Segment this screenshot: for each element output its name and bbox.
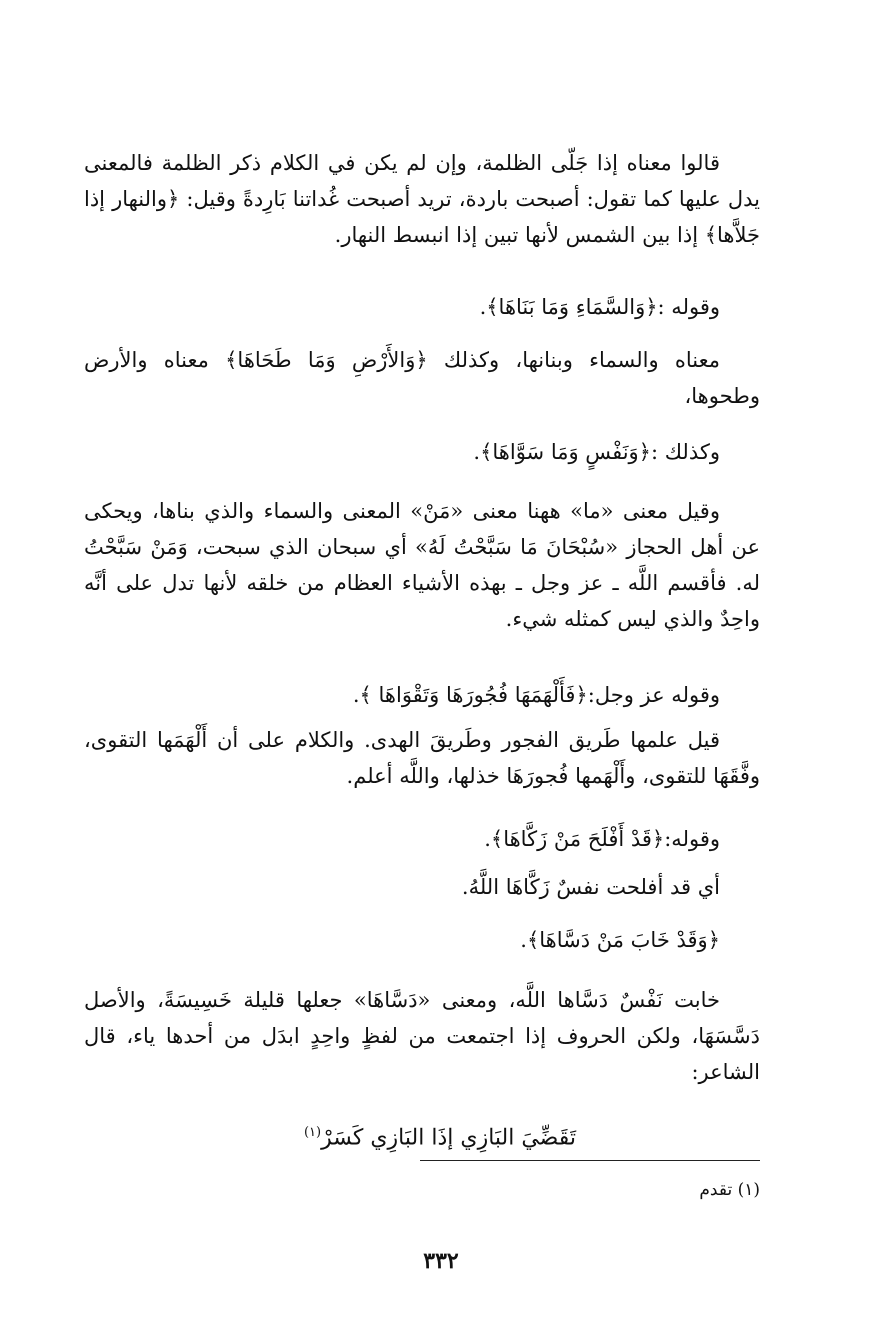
paragraph-4: وكذلك :﴿وَنَفْسٍ وَمَا سَوَّاهَا﴾. <box>473 440 720 464</box>
paragraph-9: أي قد أفلحت نفسٌ زَكَّاهَا اللَّهُ. <box>461 875 720 899</box>
paragraph-11: خابت نَفْسٌ دَسَّاها اللَّه، ومعنى «دَسَّاهَا» جعلها قليلة خَسِيسَةً، والأصل دَسَّسَهَا، ولكن الحروف إذا اجتمعت من لفظٍ واحِدٍ ابدَل من أحدها ياء، قال الشاعر: <box>84 988 760 1084</box>
footnote-divider <box>420 1160 760 1161</box>
paragraph-1: قالوا معناه إذا جَلّى الظلمة، وإن لم يكن في الكلام ذكر الظلمة فالمعنى يدل عليها كما تقول: أصبحت باردة، تريد أصبحت غُداتنا بَارِدةً وقيل: ﴿والنهار إذا جَلاَّها﴾ إذا بين الشمس لأنها تبين إذا انبسط النهار. <box>84 151 760 247</box>
paragraph-7: قيل علمها طَريق الفجور وطَريقَ الهدى. والكلام على أن أَلْهَمَها التقوى، وفَّقَهَا للتقوى، وأَلْهَمها فُجورَهَا خذلها، واللَّه أعلم. <box>84 728 760 788</box>
footnote: (١) تقدم <box>699 1180 760 1200</box>
poetry-verse <box>260 1115 620 1156</box>
page-number: ٣٣٢ <box>423 1248 459 1274</box>
paragraph-2: وقوله :﴿وَالسَّمَاءِ وَمَا بَنَاهَا﴾. <box>479 295 720 319</box>
paragraph-6: وقوله عز وجل:﴿فَأَلْهَمَهَا فُجُورَهَا وَتَقْوَاهَا ﴾. <box>352 683 720 707</box>
paragraph-10: ﴿وَقَدْ خَابَ مَنْ دَسَّاهَا﴾. <box>520 928 720 952</box>
verse-text: تَقَضِّيَ البَازِي إذَا البَازِي كَسَرْ <box>321 1125 577 1151</box>
footnote-marker: (١) <box>303 1125 322 1140</box>
paragraph-3: معناه والسماء وبنانها، وكذلك ﴿وَالأَرْضِ وَمَا طَحَاهَا﴾ معناه والأرض وطحوها، <box>84 348 760 408</box>
paragraph-5: وقيل معنى «ما» ههنا معنى «مَنْ» المعنى والسماء والذي بناها، ويحكى عن أهل الحجاز «سُبْحَانَ مَا سَبَّحْتُ لَهُ» أي سبحان الذي سبحت، وَمَنْ سَبَّحْتُ له. فأقسم اللَّه ـ عز وجل ـ بهذه الأشياء العظام من خلقه لأنها تدل على أنَّه واحِدٌ والذي ليس كمثله شيء. <box>84 499 760 631</box>
paragraph-8: وقوله:﴿قَدْ أَفْلَحَ مَنْ زَكَّاهَا﴾. <box>484 827 720 851</box>
